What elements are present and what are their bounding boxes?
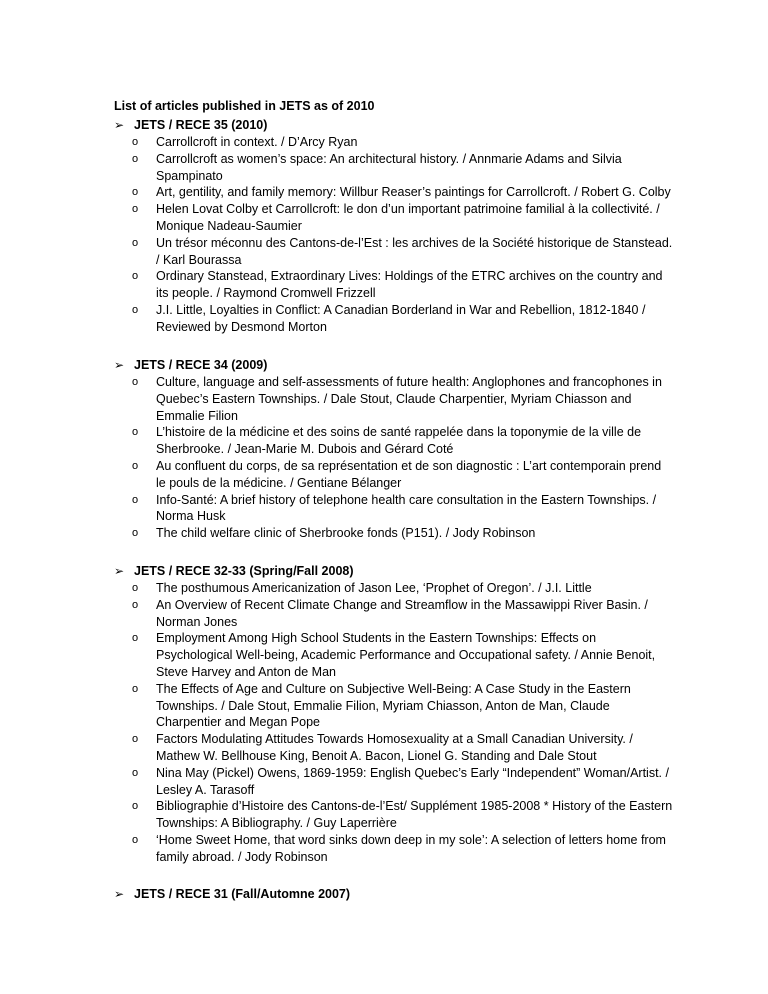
circle-bullet-icon: o: [132, 682, 139, 695]
circle-bullet-icon: o: [132, 270, 139, 283]
article-list: [114, 580, 674, 866]
article-list: [114, 374, 674, 542]
list-item: [114, 268, 674, 302]
article-entry: Factors Modulating Attitudes Towards Homosexuality at a Small Canadian University. / Mathew W. Bellhouse King, Benoit A. Bacon, Lionel G. Standing and Dale Stout: [156, 732, 633, 763]
circle-bullet-icon: o: [132, 527, 139, 540]
circle-bullet-icon: o: [132, 459, 139, 472]
article-entry: Culture, language and self-assessments of future health: Anglophones and francophones in Quebec’s Eastern Townships. / Dale Stout, Claude Charpentier, Myriam Chiasson and Emmalie Filion: [156, 375, 662, 423]
circle-bullet-icon: o: [132, 303, 139, 316]
article-entry: Carrollcroft in context. / D’Arcy Ryan: [156, 135, 358, 149]
circle-bullet-icon: o: [132, 152, 139, 165]
list-item: [114, 731, 674, 765]
list-item: [114, 134, 674, 151]
list-item: [114, 302, 674, 336]
document-title: List of articles published in JETS as of 2010: [114, 99, 375, 113]
article-entry: Bibliographie d’Histoire des Cantons-de-l’Est/ Supplément 1985-2008 * History of the Eastern Townships: A Bibliography. / Guy Laperrière: [156, 799, 673, 831]
article-list: [114, 134, 674, 336]
article-entry: Employment Among High School Students in the Eastern Townships: Effects on Psychological Well-being, Academic Performance and Occupational safety. / Annie Benoit, Steve Harvey and Anton de Man: [156, 631, 656, 679]
section-heading-text: JETS / RECE 34 (2009): [134, 358, 268, 372]
list-item: [114, 798, 674, 832]
section-jets-31: [114, 886, 674, 903]
circle-bullet-icon: o: [132, 203, 139, 216]
circle-bullet-icon: o: [132, 800, 139, 813]
list-item: [114, 492, 674, 526]
section-heading-text: JETS / RECE 31 (Fall/Automne 2007): [134, 887, 351, 901]
section-heading-text: JETS / RECE 35 (2010): [134, 118, 268, 132]
article-entry: Helen Lovat Colby et Carrollcroft: le don d’un important patrimoine familial à la collectivité. / Monique Nadeau-Saumier: [156, 202, 660, 233]
circle-bullet-icon: o: [132, 833, 139, 846]
article-entry: An Overview of Recent Climate Change and Streamflow in the Massawippi River Basin. / Norman Jones: [156, 597, 648, 629]
article-entry: The posthumous Americanization of Jason Lee, ‘Prophet of Oregon’. / J.I. Little: [156, 581, 592, 595]
circle-bullet-icon: o: [132, 582, 139, 594]
circle-bullet-icon: o: [132, 236, 139, 249]
section-jets-35: [114, 117, 674, 336]
circle-bullet-icon: o: [132, 733, 139, 746]
section-heading: [114, 886, 674, 903]
list-item: [114, 525, 674, 542]
arrow-bullet-icon: ➢: [114, 118, 125, 132]
list-item: [114, 458, 674, 492]
section-heading: [114, 563, 674, 580]
section-heading-text: JETS / RECE 32-33 (Spring/Fall 2008): [134, 564, 354, 578]
list-item: [114, 201, 674, 235]
list-item: [114, 832, 674, 866]
list-item: [114, 597, 674, 631]
list-item: [114, 765, 674, 799]
circle-bullet-icon: o: [132, 598, 139, 611]
article-entry: The Effects of Age and Culture on Subjective Well-Being: A Case Study in the Eastern Townships. / Dale Stout, Emmalie Filion, Myriam Chiasson, Anton de Man, Claude Charpentier and Megan Pope: [156, 681, 631, 730]
circle-bullet-icon: o: [132, 186, 139, 199]
circle-bullet-icon: o: [132, 136, 139, 148]
section-heading: [114, 357, 674, 374]
arrow-bullet-icon: ➢: [114, 887, 125, 901]
article-entry: L’histoire de la médicine et des soins de santé rappelée dans la toponymie de la ville de Sherbrooke. / Jean-Marie M. Dubois and Gérard Coté: [156, 425, 642, 457]
article-entry: Info-Santé: A brief history of telephone health care consultation in the Eastern Townships. / Norma Husk: [156, 492, 657, 524]
list-item: [114, 580, 674, 597]
article-entry: Nina May (Pickel) Owens, 1869-1959: English Quebec’s Early “Independent” Woman/Artist. / Lesley A. Tarasoff: [156, 765, 669, 797]
article-entry: Carrollcroft as women’s space: An architectural history. / Annmarie Adams and Silvia Spampinato: [156, 151, 622, 183]
circle-bullet-icon: o: [132, 493, 139, 506]
article-entry: Ordinary Stanstead, Extraordinary Lives: Holdings of the ETRC archives on the country and its people. / Raymond Cromwell Frizzell: [156, 269, 663, 301]
arrow-bullet-icon: ➢: [114, 358, 125, 372]
article-entry: Un trésor méconnu des Cantons-de-l’Est : les archives de la Société historique de Stanstead. / Karl Bourassa: [156, 235, 673, 267]
list-item: [114, 630, 674, 680]
circle-bullet-icon: o: [132, 766, 139, 779]
section-heading: [114, 117, 674, 134]
circle-bullet-icon: o: [132, 426, 139, 439]
list-item: [114, 374, 674, 424]
circle-bullet-icon: o: [132, 376, 139, 388]
section-jets-32-33: [114, 563, 674, 866]
article-entry: The child welfare clinic of Sherbrooke fonds (P151). / Jody Robinson: [156, 526, 536, 541]
circle-bullet-icon: o: [132, 632, 139, 645]
list-item: [114, 681, 674, 731]
article-entry: ‘Home Sweet Home, that word sinks down deep in my sole’: A selection of letters home from family abroad. / Jody Robinson: [156, 832, 666, 864]
article-entry: Au confluent du corps, de sa représentation et de son diagnostic : L’art contemporain prend le pouls de la médicine. / Gentiane Bélanger: [156, 458, 662, 490]
list-item: [114, 184, 674, 201]
article-entry: Art, gentility, and family memory: Willbur Reaser’s paintings for Carrollcroft. / Robert G. Colby: [156, 185, 671, 200]
article-entry: J.I. Little, Loyalties in Conflict: A Canadian Borderland in War and Rebellion, 1812-1840 / Reviewed by Desmond Morton: [156, 302, 646, 334]
list-item: [114, 424, 674, 458]
list-item: [114, 151, 674, 185]
list-item: [114, 235, 674, 269]
section-jets-34: [114, 357, 674, 542]
arrow-bullet-icon: ➢: [114, 564, 125, 578]
